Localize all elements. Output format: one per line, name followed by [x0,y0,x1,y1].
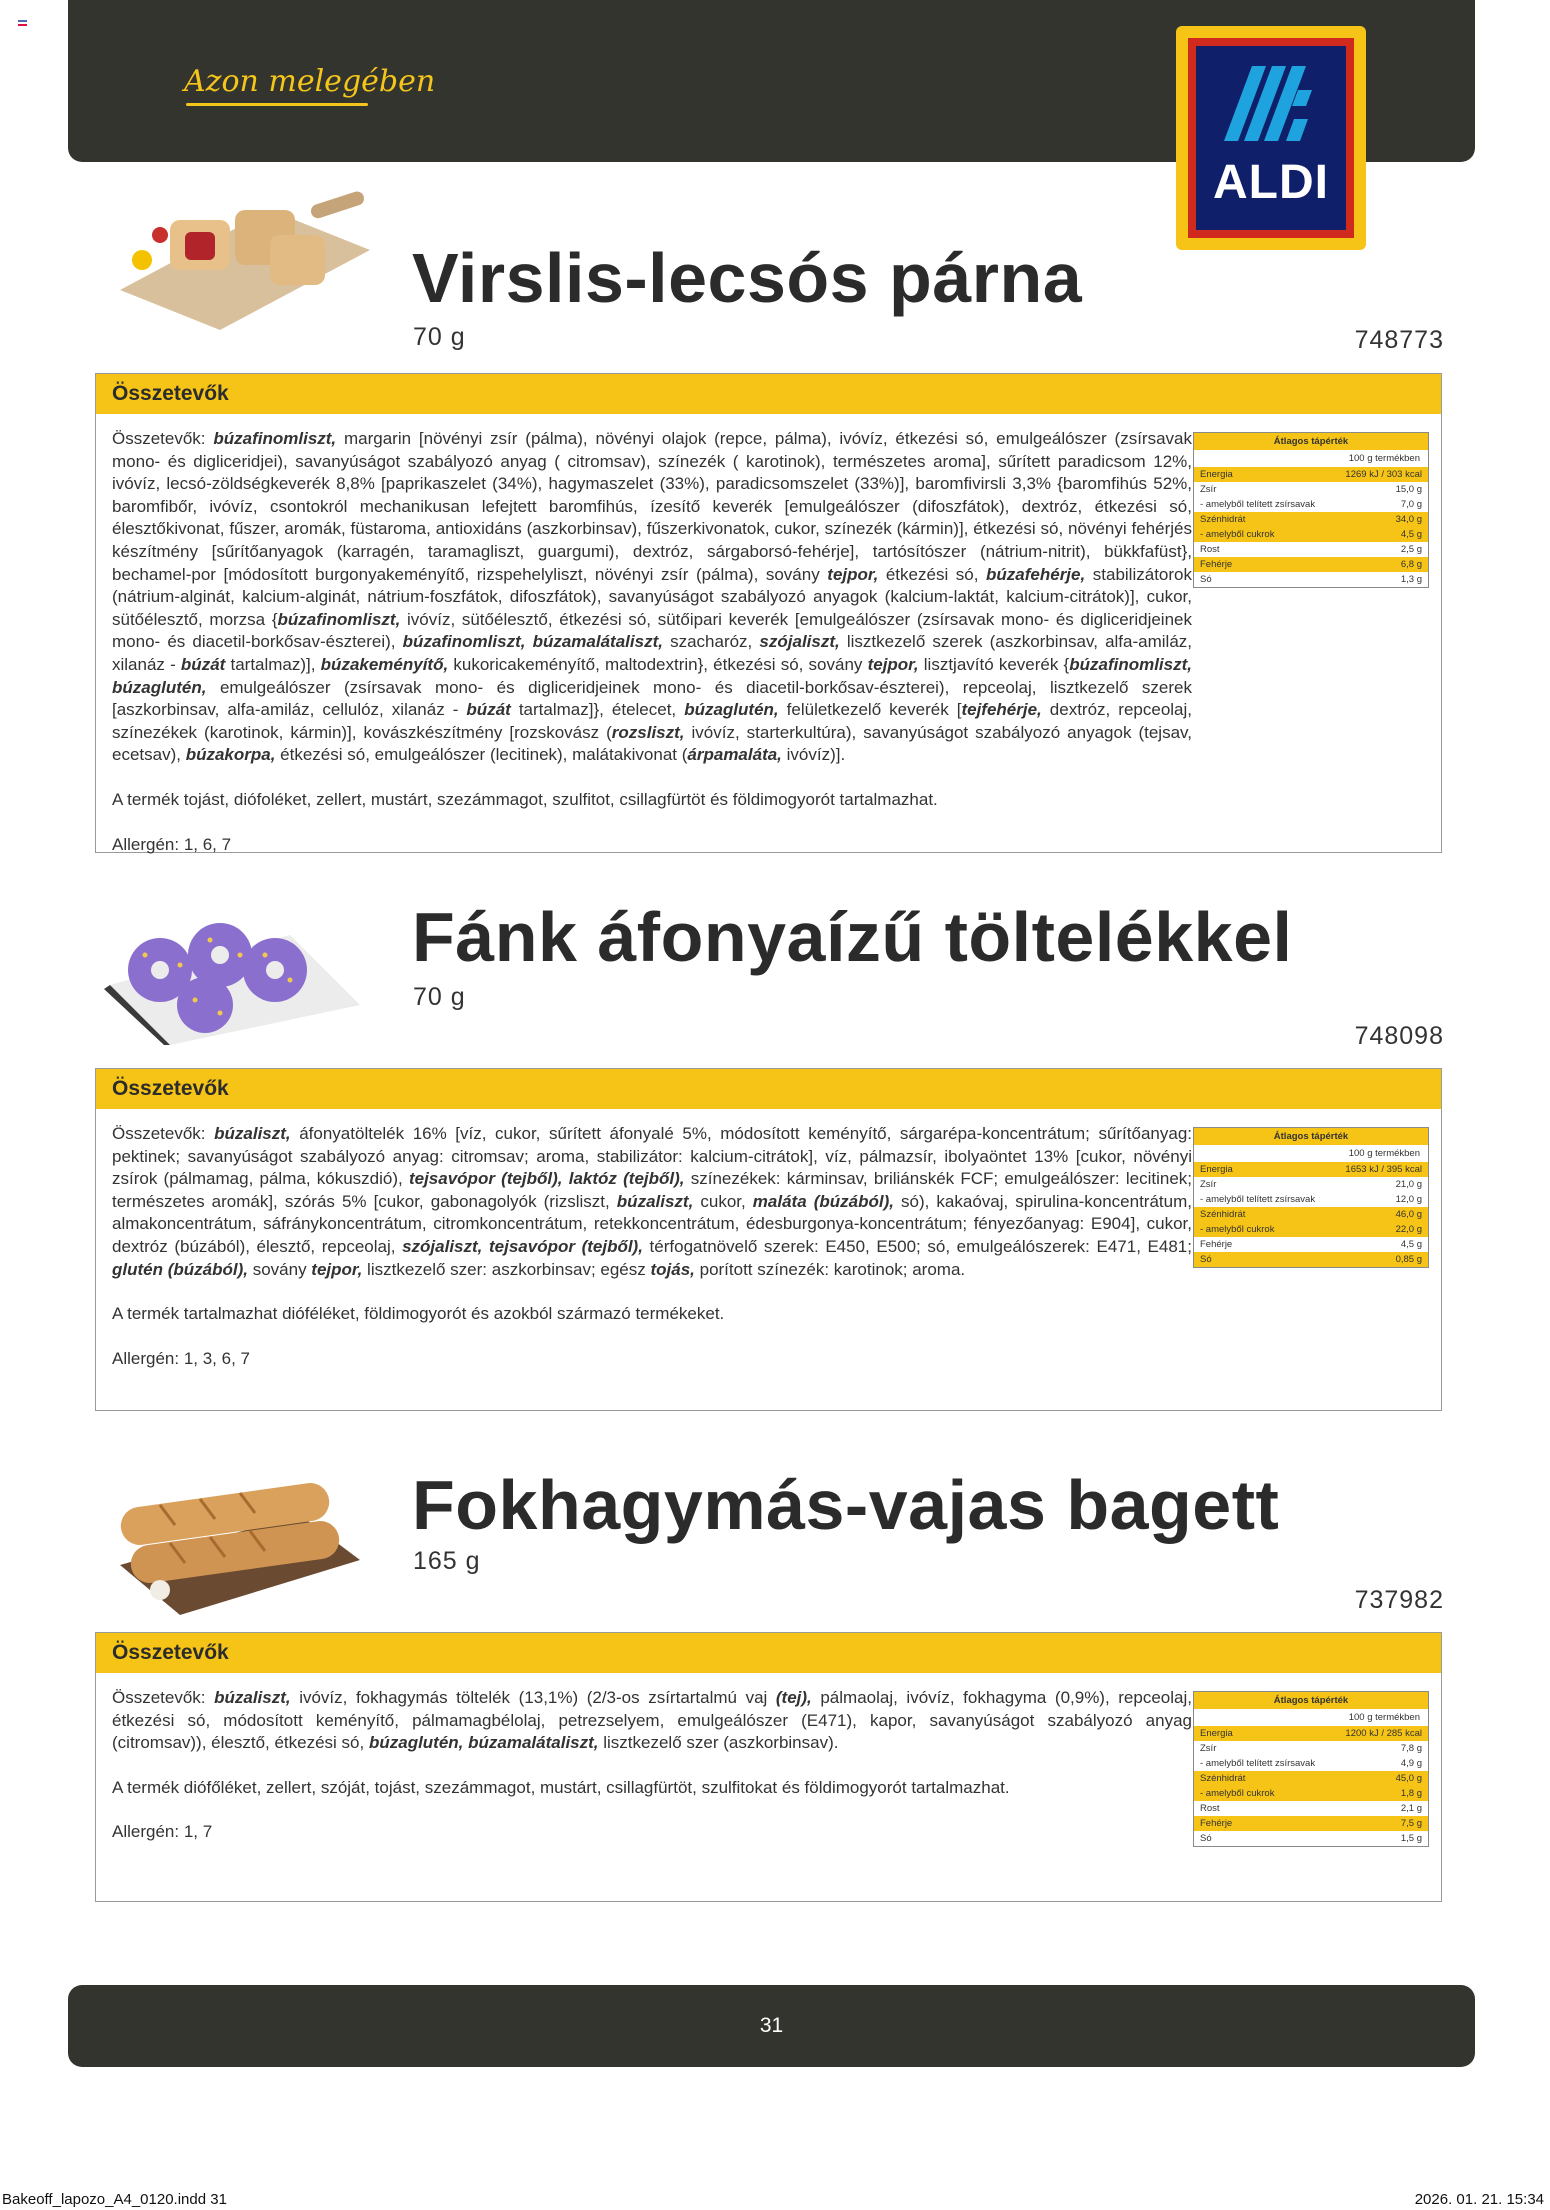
nutrition-value: 34,0 g [1395,514,1422,525]
allergen-list: Allergén: 1, 3, 6, 7 [112,1348,250,1368]
nutrition-label: Rost [1200,1803,1220,1814]
nutrition-row [1194,1237,1428,1252]
nutrition-table [1193,1127,1429,1268]
page-number: 31 [759,2014,784,2037]
nutrition-per: 100 g termékben [1348,1712,1420,1723]
nutrition-row [1194,557,1428,572]
nutrition-per: 100 g termékben [1348,1148,1420,1159]
ingredients-heading: Összetevők [96,374,1441,414]
nutrition-row [1194,542,1428,557]
nutrition-row [1194,1756,1428,1771]
nutrition-value: 2,1 g [1400,1803,1422,1814]
nutrition-value: 1200 kJ / 285 kcal [1345,1728,1422,1739]
nutrition-label: - amelyből cukrok [1200,1788,1275,1799]
nutrition-table [1193,432,1429,588]
nutrition-label: Só [1200,1254,1212,1265]
nutrition-row [1194,512,1428,527]
product-image [100,1465,370,1615]
nutrition-value: 7,8 g [1400,1743,1422,1754]
nutrition-label: Energia [1200,469,1233,480]
nutrition-label: Zsír [1200,484,1217,495]
nutrition-value: 1,3 g [1400,574,1422,585]
nutrition-label: Szénhidrát [1200,1209,1246,1220]
ingredients-heading: Összetevők [96,1633,1441,1673]
nutrition-per: 100 g termékben [1348,453,1420,464]
nutrition-label: Fehérje [1200,1239,1233,1250]
print-mark [18,24,27,26]
ingredients-text: Összetevők: búzaliszt, ivóvíz, fokhagymás töltelék (13,1%) (2/3-os zsírtartalmú vaj (tej), pálmaolaj, ivóvíz, fokhagyma (0,9%), repceolaj, étkezési só, módosított keményítő, pálmamagbélolaj, petrezselyem, emulgeálószer (E471), kapor, savanyúságot szabályozó anyag (citromsav)), élesztő, étkezési só, búzaglutén, búzamalátaliszt, lisztkezelő szer (aszkorbinsav). [112,1688,1192,1753]
may-contain-note: A termék tartalmazhat dióféléket, földimogyorót és azokból származó termékeket. [112,1304,725,1324]
nutrition-row [1194,467,1428,482]
nutrition-row [1194,1831,1428,1846]
nutrition-label: Fehérje [1200,1818,1233,1829]
allergen-list: Allergén: 1, 6, 7 [112,834,232,854]
nutrition-row [1194,1786,1428,1801]
nutrition-value: 21,0 g [1395,1179,1422,1190]
nutrition-row [1194,1741,1428,1756]
allergen-list: Allergén: 1, 7 [112,1822,213,1842]
nutrition-label: Só [1200,574,1212,585]
nutrition-value: 1,8 g [1400,1788,1422,1799]
aldi-stripes-icon [1196,46,1346,156]
product-code: 748098 [1354,1022,1444,1050]
nutrition-value: 22,0 g [1395,1224,1422,1235]
nutrition-value: 45,0 g [1395,1773,1422,1784]
nutrition-label: Só [1200,1833,1212,1844]
nutrition-value: 7,5 g [1400,1818,1422,1829]
nutrition-value: 0,85 g [1395,1254,1422,1265]
aldi-logo [1176,26,1366,250]
product-image [100,895,370,1045]
ingredients-box [95,1632,1442,1902]
print-mark [18,20,27,22]
file-slug: Bakeoff_lapozo_A4_0120.indd 31 [2,2191,227,2208]
nutrition-value: 4,9 g [1400,1758,1422,1769]
nutrition-value: 1,5 g [1400,1833,1422,1844]
nutrition-value: 15,0 g [1395,484,1422,495]
nutrition-value: 46,0 g [1395,1209,1422,1220]
logo-text: ALDI [1213,156,1329,209]
nutrition-row [1194,1801,1428,1816]
nutrition-value: 4,5 g [1400,1239,1422,1250]
nutrition-row [1194,1177,1428,1192]
product-weight: 165 g [413,1547,481,1575]
ingredients-text: Összetevők: búzaliszt, áfonyatöltelék 16% [víz, cukor, sűrített áfonyalé 5%, módosított keményítő, sárgarépa-koncentrátum; sűrítőanyag: pektinek; savanyúságot szabályozó anyag: citromsav; aroma, stabilizátor: kalcium-citrátok], víz, pálmazsír, ibolyaöntet 13% [cukor, növényi zsírok (pálmamag, pálma, kókuszdió), tejsavópor (tejből), laktóz (tejből), színezékek: kárminsav, briliánskék FCF; emulgeálószer: lecitinek; természetes aromák], szórás 5% [cukor, gabonagolyók (rizsliszt, búzaliszt, cukor, maláta (búzából), só), kakaóvaj, spirulina-koncentrátum, almakoncentrátum, sáfránykoncentrátum, citromkoncentrátum, retekkoncentrátum, édesburgonya-koncentrátum; fényezőanyag: E904], cukor, dextróz (búzából), élesztő, repceolaj, szójaliszt, tejsavópor (tejből), térfogatnövelő szerek: E450, E500; só, emulgeálószerek: E471, E481; glutén (búzából), sovány tejpor, lisztkezelő szer: aszkorbinsav; egész tojás, porított színezék: karotinok; aroma. [112,1124,1192,1279]
nutrition-table [1193,1691,1429,1847]
product-weight: 70 g [413,983,466,1011]
nutrition-row [1194,1192,1428,1207]
nutrition-row [1194,497,1428,512]
ingredients-box [95,1068,1442,1411]
nutrition-row [1194,1162,1428,1177]
nutrition-label: Fehérje [1200,559,1233,570]
nutrition-label: - amelyből cukrok [1200,529,1275,540]
nutrition-row [1194,572,1428,587]
nutrition-value: 1269 kJ / 303 kcal [1345,469,1422,480]
nutrition-label: Energia [1200,1164,1233,1175]
ingredients-box [95,373,1442,853]
nutrition-label: Energia [1200,1728,1233,1739]
may-contain-note: A termék diófőléket, zellert, szóját, tojást, szezámmagot, mustárt, csillagfürtöt, szulfitokat és földimogyorót tartalmazhat. [112,1777,1010,1797]
nutrition-row [1194,1207,1428,1222]
product-title: Virslis-lecsós párna [412,239,1083,317]
nutrition-heading: Átlagos tápérték [1194,1128,1428,1145]
nutrition-row [1194,1222,1428,1237]
product-title: Fánk áfonyaízű töltelékkel [412,898,1293,976]
nutrition-row [1194,482,1428,497]
nutrition-row [1194,1771,1428,1786]
ingredients-heading: Összetevők [96,1069,1441,1109]
nutrition-value: 7,0 g [1400,499,1422,510]
nutrition-row [1194,527,1428,542]
nutrition-heading: Átlagos tápérték [1194,433,1428,450]
product-weight: 70 g [413,323,466,351]
wheat-underline [186,103,368,106]
nutrition-value: 6,8 g [1400,559,1422,570]
nutrition-row [1194,1252,1428,1267]
nutrition-label: - amelyből telített zsírsavak [1200,1758,1316,1769]
nutrition-value: 2,5 g [1400,544,1422,555]
nutrition-row [1194,1816,1428,1831]
nutrition-row [1194,1726,1428,1741]
brand-slogan: Azon melegében [184,64,436,99]
nutrition-heading: Átlagos tápérték [1194,1692,1428,1709]
nutrition-value: 12,0 g [1395,1194,1422,1205]
page-footer [68,1985,1475,2067]
nutrition-label: Rost [1200,544,1220,555]
nutrition-value: 1653 kJ / 395 kcal [1345,1164,1422,1175]
print-date: 2026. 01. 21. 15:34 [1414,2191,1544,2208]
nutrition-label: - amelyből telített zsírsavak [1200,1194,1316,1205]
nutrition-label: Zsír [1200,1743,1217,1754]
nutrition-label: - amelyből telített zsírsavak [1200,499,1316,510]
nutrition-label: - amelyből cukrok [1200,1224,1275,1235]
nutrition-label: Szénhidrát [1200,514,1246,525]
may-contain-note: A termék tojást, diófoléket, zellert, mustárt, szezámmagot, szulfitot, csillagfürtöt és földimogyorót tartalmazhat. [112,789,938,809]
product-code: 737982 [1354,1586,1444,1614]
ingredients-text: Összetevők: búzafinomliszt, margarin [növényi zsír (pálma), növényi olajok (repce, pálma), ivóvíz, étkezési só, emulgeálószer (zsírsavak mono- és digliceridjei), savanyúságot szabályozó anyag ( citromsav), színezék ( karotinok), természetes aroma], sűrített paradicsom 12%, ivóvíz, lecsó-zöldségkeverék 8,8% [paprikaszelet (34%), hagymaszelet (33%), paradicsomszelet (33%)], baromfivirsli 3,3% {baromfihús 52%, baromfibőr, ivóvíz, csontokról mechanikusan lefejtett baromfihús, ízesítő keverék [emulgeálószer (difoszfátok), dextróz, étkezési só, élesztőkivonat, fűszer, aromák, füstaroma, antioxidáns (aszkorbinsav), fűszerkivonatok, cukor, színezék (kármin)], étkezési só, növényi fehérjés készítmény [sűrítőanyagok (karragén, taramagliszt, guargumi), dextróz, sárgaborsó-fehérje], tartósítószer (nátrium-nitrit), bükkfafüst}, bechamel-por [módosított burgonyakeményítő, rizspehelyliszt, növényi zsír (pálma), sovány tejpor, étkezési só, búzafehérje, stabilizátorok (nátrium-alginát, kalcium-alginát, nátrium-foszfátok, difoszfátok), savanyúságot szabályozó anyagok (kalcium-laktát, kalcium-citrátok)], cukor, sütőélesztő, morzsa {búzafinomliszt, ivóvíz, sütőélesztő, étkezési só, sütőipari keverék [emulgeálószer (zsírsavak mono- és digliceridjeinek mono- és diacetil-borkősav-észterei), búzafinomliszt, búzamalátaliszt, szacharóz, szójaliszt, lisztkezelő szerek (aszkorbinsav, alfa-amiláz, xilanáz - búzát tartalmaz)], búzakeményítő, kukoricakeményítő, maltodextrin}, étkezési só, sovány tejpor, lisztjavító keverék {búzafinomliszt, búzaglutén, emulgeálószer (zsírsavak mono- és digliceridjeinek mono- és diacetil-borkősav-észterei), repceolaj, lisztkezelő szerek [aszkorbinsav, alfa-amiláz, cellulóz, xilanáz - búzát tartalmaz]}, ételecet, búzaglutén, felületkezelő keverék [tejfehérje, dextróz, repceolaj, színezékek (karotinok, kármin)], kovászkészítmény [rozskovász (rozsliszt, ivóvíz, starterkultúra), savanyúságot szabályozó anyagok (tejsav, ecetsav), búzakorpa, étkezési só, emulgeálószer (lecitinek), malátakivonat (árpamaláta, ivóvíz)]. [112,429,1193,765]
product-image [100,180,370,330]
nutrition-label: Szénhidrát [1200,1773,1246,1784]
nutrition-value: 4,5 g [1400,529,1422,540]
nutrition-label: Zsír [1200,1179,1217,1190]
product-title: Fokhagymás-vajas bagett [412,1466,1280,1544]
product-code: 748773 [1354,326,1444,354]
